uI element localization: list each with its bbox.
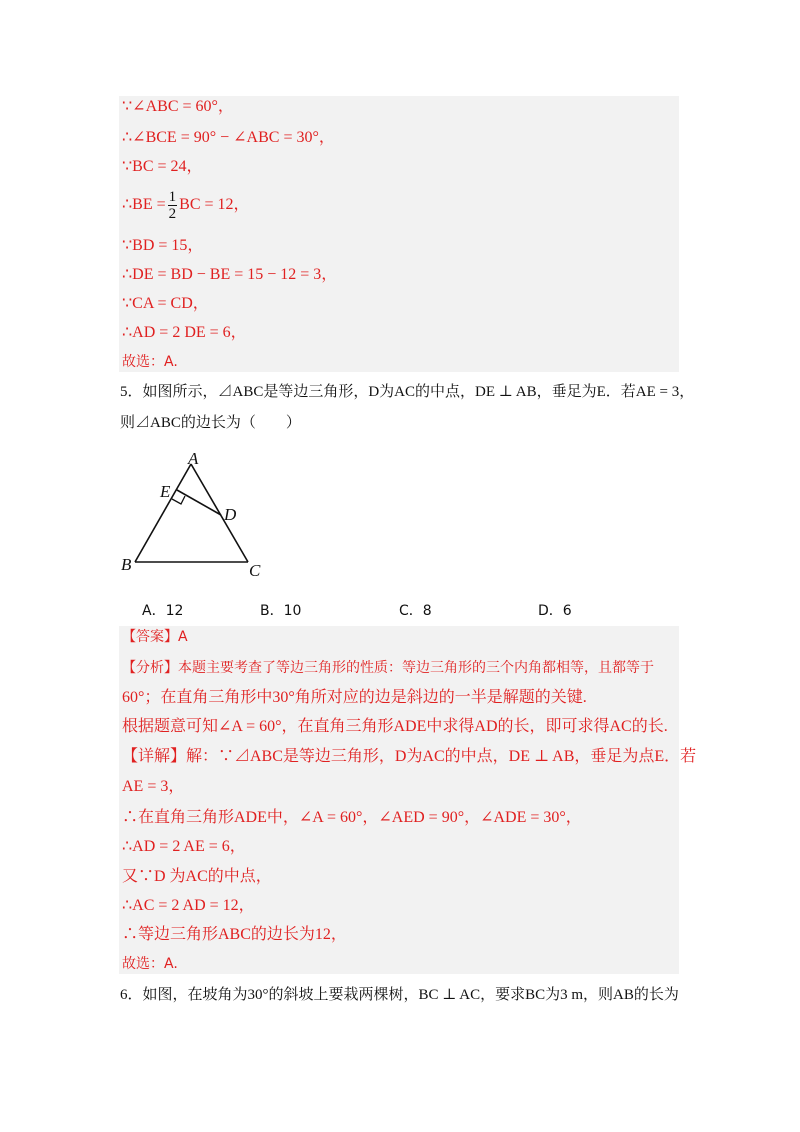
vertex-label-c: C [249,561,261,580]
detail-line-3: ∴在直角三角形ADE中，∠A = 60°，∠AED = 90°，∠ADE = 30°， [122,809,582,826]
option-c: C．8 [399,603,432,619]
analysis-line-1: 【分析】本题主要考查了等边三角形的性质：等边三角形的三个内角都相等，且都等于 [122,660,654,676]
detail-line-5: 又∵D 为AC的中点， [122,868,272,885]
solution-block-q5 [119,626,679,974]
q5-stem-line-1: 5．如图所示，⊿ABC是等边三角形，D为AC的中点，DE ⊥ AB，垂足为E．若AE = 3， [120,384,695,400]
detail-line-8: 故选：A. [122,956,178,972]
answer-line: 【答案】A [122,629,188,645]
option-b: B．10 [260,603,302,619]
be-eq-label: ∴BE = [122,196,166,213]
analysis-line-3: 根据题意可知∠A = 60°，在直角三角形ADE中求得AD的长，即可求得AC的长. [122,718,668,735]
solution-line-8: ∴AD = 2 DE = 6， [122,324,247,341]
solution-line-7: ∵CA = CD， [122,295,209,312]
vertex-label-a: A [188,449,199,468]
vertex-label-b: B [121,555,132,574]
option-a: A．12 [142,603,184,619]
bc-eq-12: BC = 12， [179,196,250,213]
vertex-label-d: D [224,505,237,524]
detail-line-1: 【详解】解：∵⊿ABC是等边三角形，D为AC的中点，DE ⊥ AB，垂足为点E．若 [122,748,697,765]
solution-line-1: ∵∠ABC = 60°， [122,98,234,115]
solution-line-4 [122,188,250,222]
solution-line-9: 故选：A. [122,354,178,370]
fraction-numerator: 1 [168,188,177,205]
detail-line-2: AE = 3， [122,778,185,795]
detail-line-7: ∴等边三角形ABC的边长为12， [122,926,347,943]
solution-line-5: ∵BD = 15， [122,237,204,254]
analysis-line-2: 60°；在直角三角形中30°角所对应的边是斜边的一半是解题的关键. [122,689,587,706]
solution-line-6: ∴DE = BD − BE = 15 − 12 = 3， [122,266,338,283]
detail-line-4: ∴AD = 2 AE = 6， [122,838,246,855]
detail-line-6: ∴AC = 2 AD = 12， [122,897,255,914]
fraction-denominator: 2 [168,205,177,222]
option-d: D．6 [538,603,572,619]
solution-line-2: ∴∠BCE = 90° − ∠ABC = 30°， [122,129,335,146]
q5-stem-line-2: 则⊿ABC的边长为（ ） [120,415,301,431]
q6-stem-line-1: 6．如图，在坡角为30°的斜坡上要栽两棵树，BC ⊥ AC，要求BC为3 m，则AB的长为 [120,987,679,1003]
fraction-one-half [168,189,178,222]
vertex-label-e: E [160,482,171,501]
triangle-figure [115,448,285,588]
solution-line-3: ∵BC = 24， [122,158,203,175]
